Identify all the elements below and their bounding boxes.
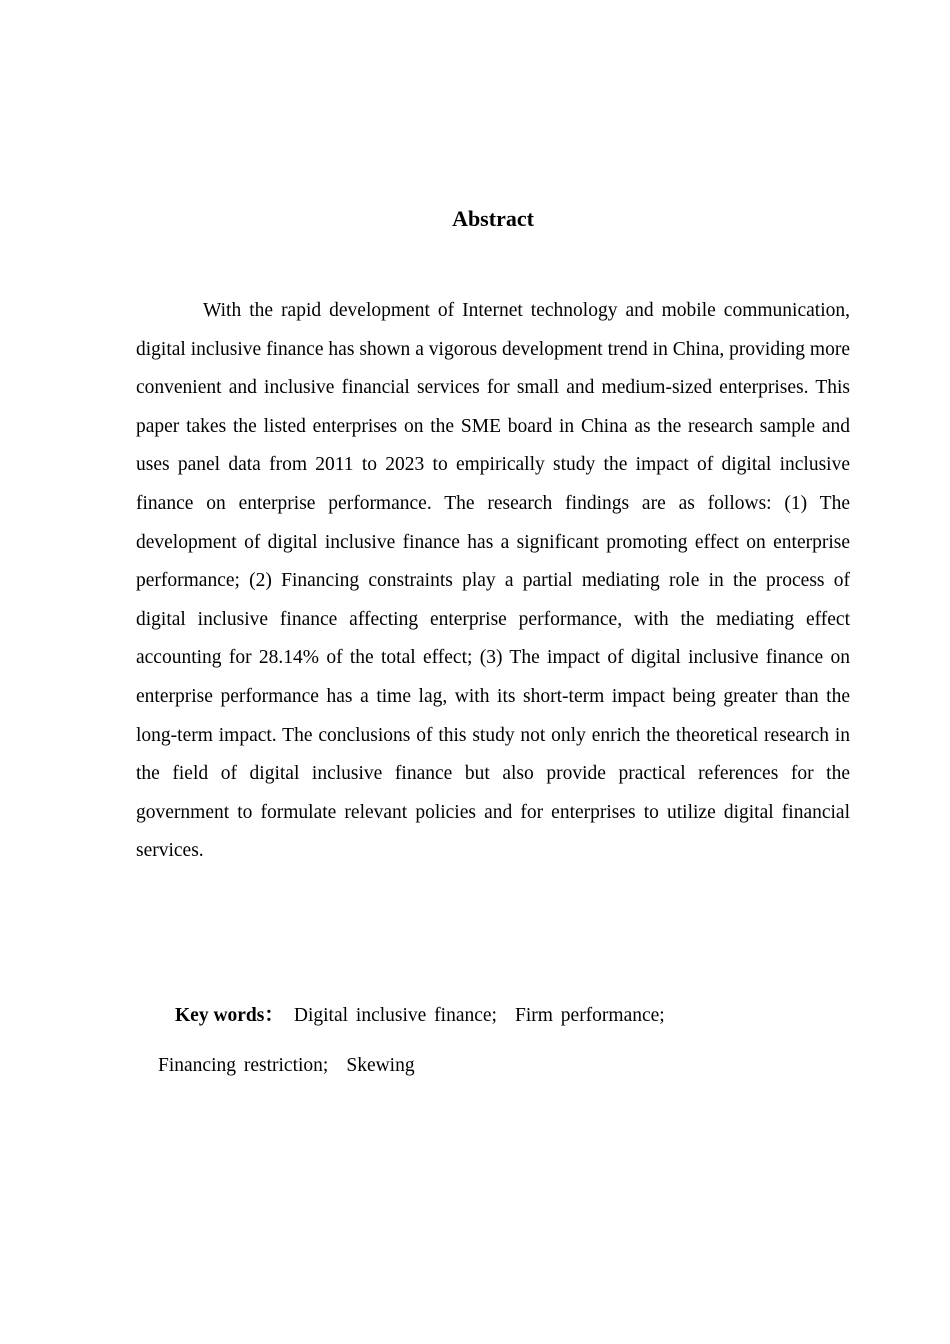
keywords-label: Key words： [175, 1005, 284, 1026]
abstract-body: With the rapid development of Internet technology and mobile communication, digital inclusive finance has shown a vigorous development trend in China, providing more convenient and inclusive financial services for small and medium-sized enterprises. This paper takes the listed enterprises on the SME board in China as the research sample and uses panel data from 2011 to 2023 to empirically study the impact of digital inclusive finance on enterprise performance. The research findings are as follows: (1) The development of digital inclusive finance has a significant promoting effect on enterprise performance; (2) Financing constraints play a partial mediating role in the process of digital inclusive finance affecting enterprise performance, with the mediating effect accounting for 28.14% of the total effect; (3) The impact of digital inclusive finance on enterprise performance has a time lag, with its short-term impact being greater than the long-term impact. The conclusions of this study not only enrich the theoretical research in the field of digital inclusive finance but also provide practical references for the government to formulate relevant policies and for enterprises to utilize digital financial services. [136, 300, 850, 862]
keywords-line-continued [158, 1051, 415, 1081]
keyword-item: Financing restriction; [158, 1055, 329, 1076]
abstract-title: Abstract [452, 206, 534, 231]
keyword-item: Firm performance; [514, 1005, 665, 1026]
keyword-item: Digital inclusive finance; [293, 1005, 497, 1026]
keywords-line [175, 1001, 665, 1031]
keyword-item: Skewing [346, 1055, 415, 1076]
